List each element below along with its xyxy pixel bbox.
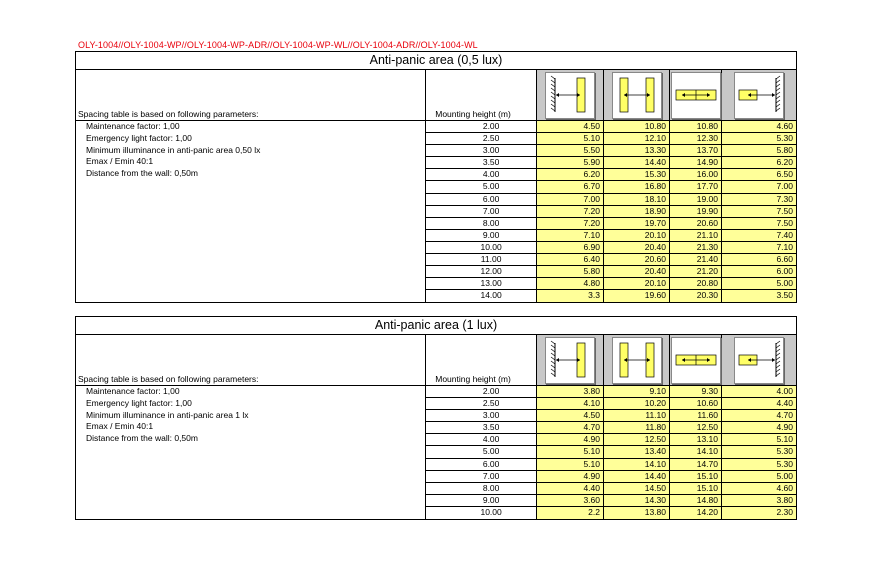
mounting-height-cell: 2.00 bbox=[426, 121, 536, 133]
mounting-height-cell: 2.00 bbox=[426, 386, 536, 398]
mounting-height-cell: 8.00 bbox=[426, 218, 536, 230]
spacing-value-cell: 15.30 bbox=[604, 169, 669, 181]
mounting-height-cell: 5.00 bbox=[426, 181, 536, 193]
spacing-value-cell: 20.60 bbox=[670, 218, 721, 230]
spacing-value-cell: 15.10 bbox=[670, 483, 721, 495]
spacing-column-1 bbox=[537, 335, 604, 519]
mounting-height-cell: 14.00 bbox=[480, 290, 502, 301]
spacing-value-cell: 4.70 bbox=[722, 410, 796, 422]
fixture-to-fixture-icon bbox=[612, 72, 662, 119]
mounting-height-cell: 10.00 bbox=[480, 506, 502, 517]
spacing-value-cell: 15.10 bbox=[670, 471, 721, 483]
spacing-value-cell: 5.00 bbox=[722, 471, 796, 483]
spacing-value-cell: 7.00 bbox=[537, 194, 603, 206]
section-title: Anti-panic area (1 lux) bbox=[76, 317, 796, 335]
spacing-column-2 bbox=[604, 70, 670, 302]
parameter-item: Emax / Emin 40:1 bbox=[86, 156, 154, 167]
spacing-value-cell: 3.80 bbox=[722, 495, 796, 507]
spacing-value-cell: 7.10 bbox=[537, 230, 603, 242]
spacing-value-cell: 5.50 bbox=[537, 145, 603, 157]
spacing-value-cell: 14.10 bbox=[604, 459, 669, 471]
spacing-value-cell: 14.10 bbox=[670, 446, 721, 458]
spacing-value-cell: 6.60 bbox=[722, 254, 796, 266]
fixture-to-fixture-crosswise-icon bbox=[671, 72, 721, 119]
mounting-height-cell: 6.00 bbox=[426, 194, 536, 206]
spacing-value-cell: 20.30 bbox=[670, 290, 721, 302]
spacing-value-cell: 18.90 bbox=[604, 206, 669, 218]
document-title: OLY-1004//OLY-1004-WP//OLY-1004-WP-ADR//OLY-1004-WP-WL//OLY-1004-ADR//OLY-1004-WL bbox=[78, 40, 478, 50]
spacing-value-cell: 9.30 bbox=[670, 386, 721, 398]
parameters-column bbox=[76, 70, 426, 302]
spacing-value-cell: 2.30 bbox=[722, 507, 796, 519]
spacing-value-cell: 5.10 bbox=[722, 434, 796, 446]
spacing-value-cell: 5.00 bbox=[722, 278, 796, 290]
spacing-value-cell: 5.30 bbox=[722, 133, 796, 145]
spacing-value-cell: 13.40 bbox=[604, 446, 669, 458]
parameter-item: Emergency light factor: 1,00 bbox=[86, 132, 192, 143]
parameter-item: Minimum illuminance in anti-panic area 1 lx bbox=[86, 409, 249, 420]
mounting-height-cell: 8.00 bbox=[426, 483, 536, 495]
wall-to-fixture-icon bbox=[545, 72, 595, 119]
spacing-value-cell: 5.80 bbox=[722, 145, 796, 157]
fixture-to-wall-crosswise-icon bbox=[734, 337, 784, 384]
spacing-value-cell: 10.20 bbox=[604, 398, 669, 410]
spacing-value-cell: 7.00 bbox=[722, 181, 796, 193]
spacing-value-cell: 21.10 bbox=[670, 230, 721, 242]
spacing-value-cell: 9.10 bbox=[604, 386, 669, 398]
spacing-value-cell: 2.2 bbox=[537, 507, 603, 519]
spacing-value-cell: 7.50 bbox=[722, 218, 796, 230]
spacing-value-cell: 4.90 bbox=[722, 422, 796, 434]
spacing-value-cell: 4.40 bbox=[722, 398, 796, 410]
parameter-item: Distance from the wall: 0,50m bbox=[86, 168, 198, 179]
spacing-value-cell: 7.30 bbox=[722, 194, 796, 206]
spacing-value-cell: 5.30 bbox=[722, 446, 796, 458]
mounting-height-header: Mounting height (m) bbox=[435, 374, 511, 384]
spacing-table-1 bbox=[75, 51, 797, 303]
parameter-item: Emergency light factor: 1,00 bbox=[86, 397, 192, 408]
spacing-value-cell: 7.10 bbox=[722, 242, 796, 254]
mounting-height-cell: 11.00 bbox=[426, 254, 536, 266]
spacing-value-cell: 13.30 bbox=[604, 145, 669, 157]
spacing-value-cell: 5.10 bbox=[537, 459, 603, 471]
mounting-height-cell: 7.00 bbox=[426, 206, 536, 218]
spacing-value-cell: 4.80 bbox=[537, 278, 603, 290]
spacing-value-cell: 21.20 bbox=[670, 266, 721, 278]
mounting-height-cell: 2.50 bbox=[426, 398, 536, 410]
wall-to-fixture-icon bbox=[545, 337, 595, 384]
spacing-value-cell: 19.70 bbox=[604, 218, 669, 230]
spacing-value-cell: 21.30 bbox=[670, 242, 721, 254]
parameter-item: Maintenance factor: 1,00 bbox=[86, 121, 180, 131]
spacing-value-cell: 4.50 bbox=[537, 121, 603, 133]
spacing-value-cell: 6.50 bbox=[722, 169, 796, 181]
spacing-value-cell: 11.80 bbox=[604, 422, 669, 434]
mounting-height-cell: 9.00 bbox=[426, 495, 536, 507]
spacing-value-cell: 5.30 bbox=[722, 459, 796, 471]
spacing-value-cell: 12.50 bbox=[604, 434, 669, 446]
spacing-column-2 bbox=[604, 335, 670, 519]
mounting-height-cell: 13.00 bbox=[426, 278, 536, 290]
spacing-value-cell: 6.20 bbox=[537, 169, 603, 181]
spacing-value-cell: 12.10 bbox=[604, 133, 669, 145]
parameters-header: Spacing table is based on following parameters: bbox=[78, 109, 259, 119]
spacing-value-cell: 20.60 bbox=[604, 254, 669, 266]
spacing-value-cell: 4.70 bbox=[537, 422, 603, 434]
spacing-value-cell: 4.50 bbox=[537, 410, 603, 422]
spacing-value-cell: 4.00 bbox=[722, 386, 796, 398]
spacing-value-cell: 3.50 bbox=[722, 290, 796, 302]
spacing-value-cell: 16.00 bbox=[670, 169, 721, 181]
parameter-item: Distance from the wall: 0,50m bbox=[86, 433, 198, 444]
spacing-value-cell: 10.80 bbox=[670, 121, 721, 133]
spacing-value-cell: 19.00 bbox=[670, 194, 721, 206]
mounting-height-cell: 12.00 bbox=[426, 266, 536, 278]
mounting-height-cell: 3.00 bbox=[426, 410, 536, 422]
spacing-value-cell: 6.20 bbox=[722, 157, 796, 169]
spacing-value-cell: 19.60 bbox=[604, 290, 669, 302]
spacing-value-cell: 7.20 bbox=[537, 218, 603, 230]
spacing-value-cell: 13.70 bbox=[670, 145, 721, 157]
spacing-value-cell: 6.40 bbox=[537, 254, 603, 266]
spacing-value-cell: 21.40 bbox=[670, 254, 721, 266]
parameter-item: Emax / Emin 40:1 bbox=[86, 421, 154, 432]
spacing-value-cell: 20.10 bbox=[604, 230, 669, 242]
spacing-value-cell: 14.30 bbox=[604, 495, 669, 507]
spacing-value-cell: 11.10 bbox=[604, 410, 669, 422]
mounting-height-column bbox=[426, 335, 537, 519]
spacing-value-cell: 5.10 bbox=[537, 133, 603, 145]
section-title: Anti-panic area (0,5 lux) bbox=[76, 52, 796, 70]
mounting-height-column bbox=[426, 70, 537, 302]
spacing-value-cell: 5.80 bbox=[537, 266, 603, 278]
spacing-value-cell: 4.40 bbox=[537, 483, 603, 495]
spacing-value-cell: 14.90 bbox=[670, 157, 721, 169]
spacing-value-cell: 20.40 bbox=[604, 242, 669, 254]
spacing-value-cell: 20.40 bbox=[604, 266, 669, 278]
mounting-height-cell: 4.00 bbox=[426, 169, 536, 181]
spacing-value-cell: 5.90 bbox=[537, 157, 603, 169]
fixture-to-fixture-crosswise-icon bbox=[671, 337, 721, 384]
spacing-value-cell: 4.10 bbox=[537, 398, 603, 410]
mounting-height-cell: 3.50 bbox=[426, 422, 536, 434]
spacing-value-cell: 11.60 bbox=[670, 410, 721, 422]
spacing-value-cell: 19.90 bbox=[670, 206, 721, 218]
spacing-value-cell: 10.60 bbox=[670, 398, 721, 410]
spacing-column-4 bbox=[722, 335, 796, 519]
spacing-value-cell: 10.80 bbox=[604, 121, 669, 133]
spacing-column-3 bbox=[670, 335, 722, 519]
mounting-height-header: Mounting height (m) bbox=[435, 109, 511, 119]
spacing-value-cell: 3.3 bbox=[537, 290, 603, 302]
spacing-column-3 bbox=[670, 70, 722, 302]
spacing-value-cell: 18.10 bbox=[604, 194, 669, 206]
spacing-value-cell: 3.80 bbox=[537, 386, 603, 398]
spacing-table-2 bbox=[75, 316, 797, 520]
spacing-value-cell: 20.10 bbox=[604, 278, 669, 290]
spacing-value-cell: 4.90 bbox=[537, 471, 603, 483]
spacing-value-cell: 13.10 bbox=[670, 434, 721, 446]
spacing-value-cell: 3.60 bbox=[537, 495, 603, 507]
mounting-height-cell: 4.00 bbox=[426, 434, 536, 446]
spacing-value-cell: 4.60 bbox=[722, 121, 796, 133]
spacing-value-cell: 17.70 bbox=[670, 181, 721, 193]
spacing-value-cell: 7.20 bbox=[537, 206, 603, 218]
spacing-value-cell: 6.00 bbox=[722, 266, 796, 278]
spacing-value-cell: 12.30 bbox=[670, 133, 721, 145]
mounting-height-cell: 3.00 bbox=[426, 145, 536, 157]
spacing-value-cell: 6.70 bbox=[537, 181, 603, 193]
spacing-value-cell: 14.50 bbox=[604, 483, 669, 495]
mounting-height-cell: 2.50 bbox=[426, 133, 536, 145]
spacing-value-cell: 12.50 bbox=[670, 422, 721, 434]
spacing-value-cell: 6.90 bbox=[537, 242, 603, 254]
mounting-height-cell: 6.00 bbox=[426, 459, 536, 471]
spacing-value-cell: 14.70 bbox=[670, 459, 721, 471]
mounting-height-cell: 5.00 bbox=[426, 446, 536, 458]
parameters-column bbox=[76, 335, 426, 519]
spacing-value-cell: 14.40 bbox=[604, 157, 669, 169]
mounting-height-cell: 3.50 bbox=[426, 157, 536, 169]
spacing-value-cell: 16.80 bbox=[604, 181, 669, 193]
spacing-column-4 bbox=[722, 70, 796, 302]
spacing-value-cell: 20.80 bbox=[670, 278, 721, 290]
spacing-value-cell: 7.40 bbox=[722, 230, 796, 242]
spacing-value-cell: 4.60 bbox=[722, 483, 796, 495]
spacing-column-1 bbox=[537, 70, 604, 302]
parameter-item: Minimum illuminance in anti-panic area 0,50 lx bbox=[86, 144, 261, 155]
parameters-header: Spacing table is based on following parameters: bbox=[78, 374, 259, 384]
mounting-height-cell: 10.00 bbox=[426, 242, 536, 254]
mounting-height-cell: 7.00 bbox=[426, 471, 536, 483]
spacing-value-cell: 4.90 bbox=[537, 434, 603, 446]
fixture-to-wall-crosswise-icon bbox=[734, 72, 784, 119]
spacing-value-cell: 14.40 bbox=[604, 471, 669, 483]
parameter-item: Maintenance factor: 1,00 bbox=[86, 386, 180, 396]
spacing-value-cell: 13.80 bbox=[604, 507, 669, 519]
spacing-value-cell: 14.80 bbox=[670, 495, 721, 507]
spacing-value-cell: 7.50 bbox=[722, 206, 796, 218]
spacing-value-cell: 14.20 bbox=[670, 507, 721, 519]
spacing-value-cell: 5.10 bbox=[537, 446, 603, 458]
mounting-height-cell: 9.00 bbox=[426, 230, 536, 242]
fixture-to-fixture-icon bbox=[612, 337, 662, 384]
